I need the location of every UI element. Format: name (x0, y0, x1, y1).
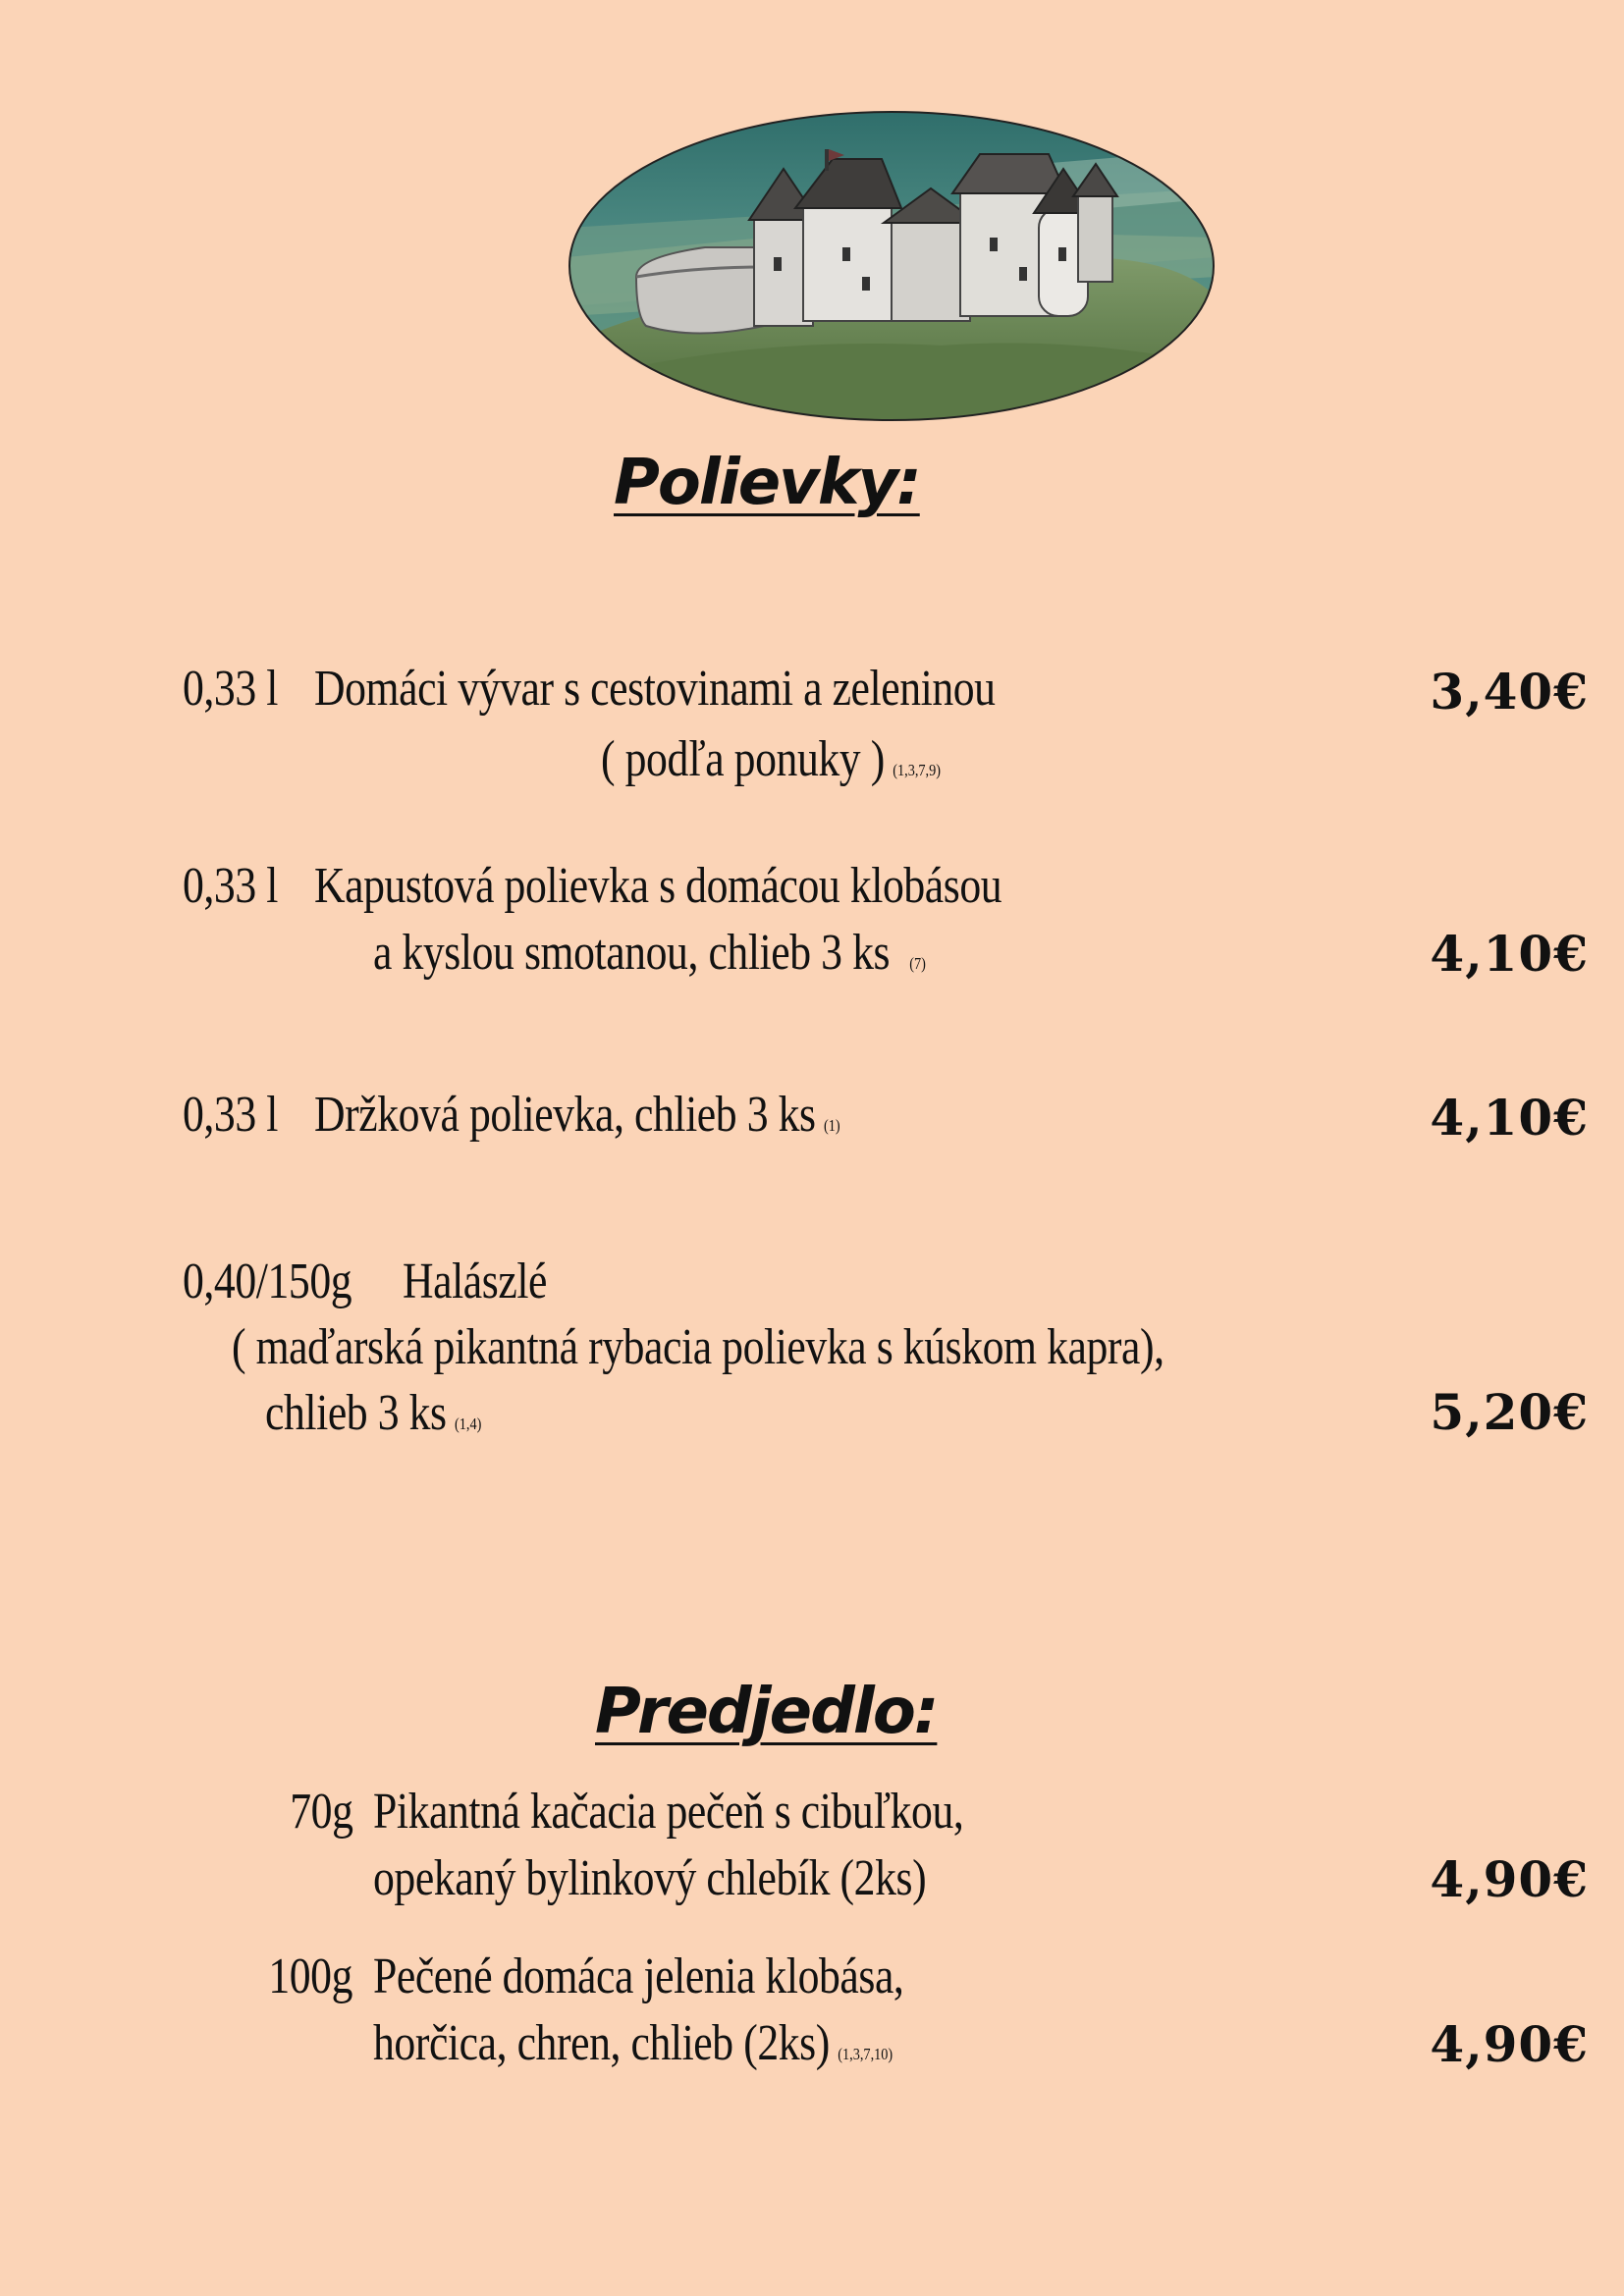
soup-4-bread: chlieb 3 ks (1,4) (265, 1385, 482, 1441)
soup-1-note: ( podľa ponuky ) (1,3,7,9) (601, 731, 942, 787)
soup-2-price: 4,10€ (1430, 925, 1589, 983)
starter-2-price: 4,90€ (1430, 2015, 1589, 2073)
soup-1-name: Domáci vývar s cestovinami a zeleninou (314, 661, 996, 717)
soup-4-qty: 0,40/150g (183, 1254, 352, 1309)
soup-2-name: Kapustová polievka s domácou klobásou (314, 858, 1002, 914)
soup-1-qty: 0,33 l (183, 661, 278, 717)
starter-2-desc: horčica, chren, chlieb (2ks) (1,3,7,10) (373, 2015, 893, 2071)
starter-2-allergens: (1,3,7,10) (838, 2045, 893, 2063)
starter-2-name: Pečené domáca jelenia klobása, (373, 1949, 904, 2004)
castle-logo (568, 110, 1216, 422)
soup-3-allergens: (1) (824, 1116, 840, 1135)
starter-1-name: Pikantná kačacia pečeň s cibuľkou, (373, 1784, 964, 1840)
starter-1-price: 4,90€ (1430, 1850, 1589, 1908)
soup-4-allergens: (1,4) (455, 1415, 482, 1433)
section-title-soups: Polievky: (614, 447, 920, 519)
soup-2-qty: 0,33 l (183, 858, 278, 914)
starter-1-qty: 70g (289, 1784, 352, 1840)
soup-3-qty: 0,33 l (183, 1087, 278, 1143)
soup-4-name: Halászlé (403, 1254, 548, 1309)
section-title-starters: Predjedlo: (595, 1676, 938, 1748)
soup-4-price: 5,20€ (1430, 1383, 1589, 1441)
soup-1-price: 3,40€ (1430, 663, 1589, 721)
starter-1-desc: opekaný bylinkový chlebík (2ks) (373, 1850, 927, 1906)
soup-2-allergens: (7) (909, 954, 926, 973)
soup-3-name: Držková polievka, chlieb 3 ks (1) (314, 1087, 840, 1143)
soup-4-desc: ( maďarská pikantná rybacia polievka s kúskom kapra), (232, 1319, 1164, 1375)
soup-1-allergens: (1,3,7,9) (893, 761, 942, 779)
soup-2-desc: a kyslou smotanou, chlieb 3 ks (7) (373, 925, 926, 981)
soup-3-price: 4,10€ (1430, 1089, 1589, 1147)
starter-2-qty: 100g (268, 1949, 352, 2004)
